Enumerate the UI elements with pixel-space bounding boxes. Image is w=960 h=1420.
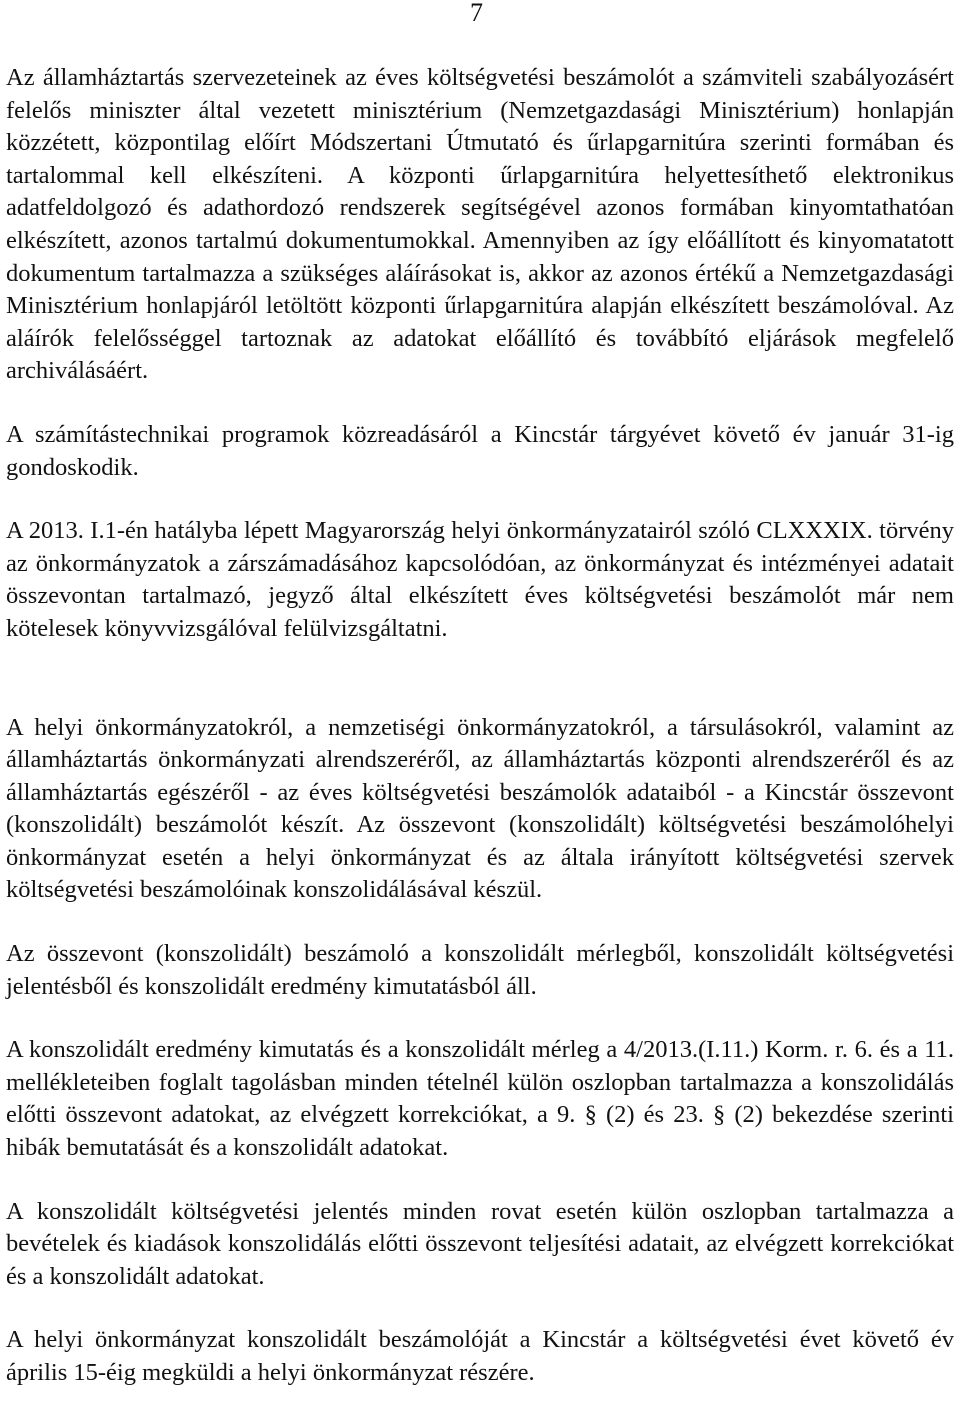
- paragraph-consolidated-report: A helyi önkormányzatokról, a nemzetiségi önkormányzatokról, a társulásokról, valamint az államháztartás önkormányzati alrendszeréről, az államháztartás központi alrendszeréről és az államháztartás egészéről - az éves költségvetési beszámolók adataiból - a Kincstár összevont (konszolidált) beszámolót készít. Az összevont (konszolidált) költségvetési beszámolóhelyi önkormányzat esetén a helyi önkormányzat és az általa irányított költségvetési szervek költségvetési beszámolóinak konszolidálásával készül.: [6, 713, 954, 904]
- paragraph-income-statement-balance: A konszolidált eredmény kimutatás és a konszolidált mérleg a 4/2013.(I.11.) Korm. r. 6. és a 11. mellékleteiben foglalt tagolásban minden tételnél külön oszlopban tartalmazza a konszolidálás előtti összevont adatokat, az elvégzett korrekciókat, a 9. § (2) és 23. § (2) bekezdése szerinti hibák bemutatását és a konszolidált adatokat.: [6, 1036, 954, 1162]
- document-body: [6, 62, 954, 1390]
- paragraph-reporting-requirements: Az államháztartás szervezeteinek az éves költségvetési beszámolót a számviteli szabályozásért felelős miniszter által vezetett minisztérium (Nemzetgazdasági Minisztérium) honlapján közzétett, központilag előírt Módszertani Útmutató és űrlapgarnitúra szerinti formában és tartalommal kell elkészíteni. A központi űrlapgarnitúra helyettesíthető elektronikus adatfeldolgozó és adathordozó rendszerek segítségével azonos formában kinyomtathatóan elkészített, azonos tartalmú dokumentumokkal. Amennyiben az így előállított és kinyomatatott dokumentum tartalmazza a szükséges aláírásokat is, akkor az azonos értékű a Nemzetgazdasági Minisztérium honlapjáról letöltött központi űrlapgarnitúra alapján elkészített beszámolóval. Az aláírók felelősséggel tartoznak az adatokat előállító és továbbító eljárások megfelelő archiválásáért.: [6, 64, 954, 385]
- page-number: 7: [470, 0, 483, 27]
- paragraph-software-distribution: A számítástechnikai programok közreadásáról a Kincstár tárgyévet követő év január 31-ig gondoskodik.: [6, 420, 954, 481]
- paragraph-audit-exemption: A 2013. I.1-én hatályba lépett Magyarország helyi önkormányzatairól szóló CLXXXIX. törvény az önkormányzatok a zárszámadásához kapcsolódóan, az önkormányzat és intézményei adatait összevontan tartalmazó, jegyző által elkészített éves költségvetési beszámolót már nem kötelesek könyvvizsgálóval felülvizsgáltatni.: [6, 517, 954, 642]
- paragraph-report-components: Az összevont (konszolidált) beszámoló a konszolidált mérlegből, konszolidált költségvetési jelentésből és konszolidált eredmény kimutatásból áll.: [6, 940, 954, 1000]
- paragraph-delivery-deadline: A helyi önkormányzat konszolidált beszámolóját a Kincstár a költségvetési évet követő év április 15-éig megküldi a helyi önkormányzat részére.: [6, 1326, 954, 1386]
- paragraph-budget-report: A konszolidált költségvetési jelentés minden rovat esetén külön oszlopban tartalmazza a bevételek és kiadások konszolidálás előtti összevont teljesítési adatait, az elvégzett korrekciókat és a konszolidált adatokat.: [6, 1197, 954, 1290]
